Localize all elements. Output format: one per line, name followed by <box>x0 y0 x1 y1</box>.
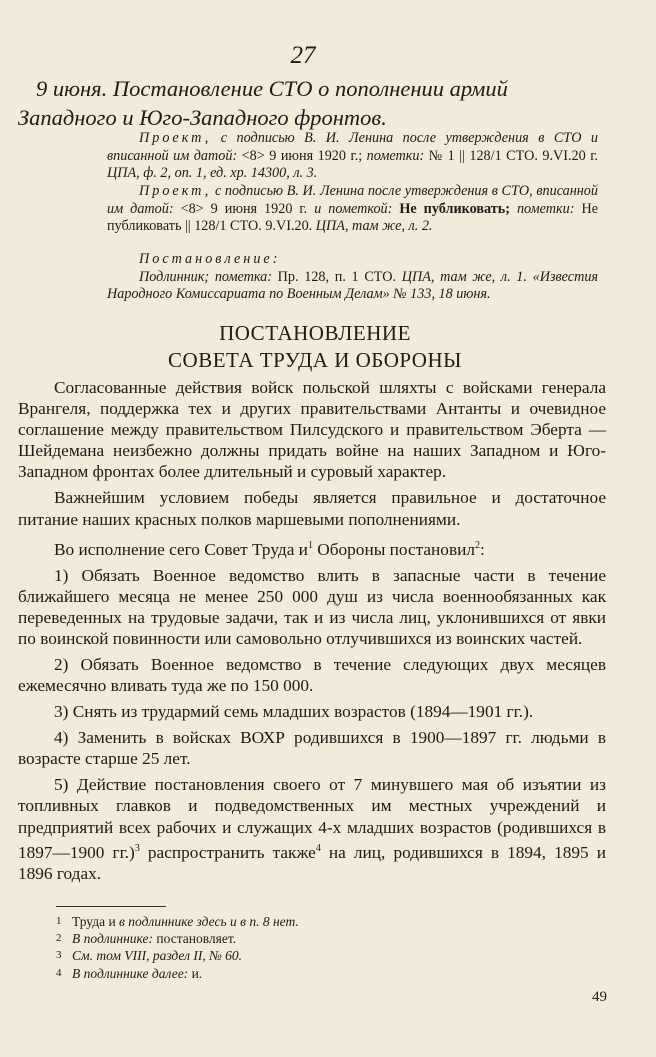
footnote-4-text-a: В подлиннике далее: <box>72 965 189 981</box>
footnote-2-number: 2 <box>56 932 62 945</box>
footnote-1-text-a: Труда и <box>72 914 120 929</box>
source-1-marks: № 1 || 128/1 СТО. 9.VI.20 г. <box>424 147 598 164</box>
footnote-1-number: 1 <box>56 915 62 927</box>
source-1-date: <8> 9 июня 1920 г.; <box>241 147 367 164</box>
title-line-2: СОВЕТА ТРУДА И ОБОРОНЫ <box>168 348 462 372</box>
footnote-ref-2: 2 <box>474 539 480 551</box>
paragraph-3 <box>18 535 606 560</box>
footnote-2-text-a: В подлиннике: <box>72 931 154 947</box>
source-note-3 <box>107 251 598 304</box>
source-1-label: Проект, <box>139 130 212 146</box>
paragraph-3-text-b: Обороны постановил <box>312 539 475 559</box>
paragraph-item-5-text-b: распространить также <box>139 842 316 862</box>
footnote-4-text-b: и. <box>188 965 203 981</box>
footnote-4-number: 4 <box>56 966 62 979</box>
footnote-ref-1: 1 <box>307 539 313 551</box>
footnote-2 <box>56 930 596 947</box>
source-2-text: с подписью В. И. Ленина после утверждения в СТО, вписанной им датой: <box>107 183 598 217</box>
footnote-ref-3: 3 <box>134 842 140 854</box>
paragraph-item-5-text-a: 5) Действие постановления своего от 7 минувшего мая об изъятии из топливных главков и подведомственных им местных учреждений и предприятий всех рабочих и служащих 4-х младших возрастов (родившихся в 1897—1900 гг.) <box>18 775 606 862</box>
source-2-archive: ЦПА, там же, л. 2. <box>315 218 433 234</box>
footnote-3-number: 3 <box>56 949 62 962</box>
paragraph-item-1: 1) Обязать Военное ведомство влить в запасные части в течение ближайшего месяца не менее 250 000 душ из числа военнообязанных как переведенных на трудовые задачи, так и из числа лиц, уклонившихся от явки по воинской повинности или самовольно отлучившихся из воинских частей. <box>18 565 606 648</box>
source-1-text: с подписью В. И. Ленина после утверждения в СТО и вписанной им датой: <box>107 130 598 164</box>
source-3-original: Пр. 128, п. 1 СТО. <box>271 268 402 285</box>
paragraph-item-5-text-c: на лиц, родившихся в 1894, 1895 и 1896 годах. <box>18 842 606 883</box>
source-3-label: Постановление: <box>139 251 281 267</box>
page-number: 49 <box>592 989 607 1005</box>
paragraph-item-3: 3) Снять из трудармий семь младших возрастов (1894—1901 гг.). <box>54 702 534 722</box>
decree-body <box>18 377 606 889</box>
source-2-marks-label: и пометкой: <box>314 200 393 217</box>
footnote-4 <box>56 965 596 982</box>
source-note-2 <box>107 183 598 236</box>
footnote-3 <box>56 947 596 964</box>
footnote-divider <box>56 906 166 907</box>
source-2-marks2-label: пометки: <box>509 200 575 217</box>
source-3-original-label: Подлинник; пометка: <box>139 268 272 285</box>
paragraph-item-5 <box>18 774 606 883</box>
footnote-2-text-b: постановляет. <box>153 931 237 947</box>
source-3-publication: «Известия Народного Комиссариата по Военным Делам» № 133, 18 июня. <box>107 268 599 302</box>
source-2-marks2: Не публиковать || 128/1 СТО. 9.VI.20. <box>107 200 599 234</box>
title-line-1: ПОСТАНОВЛЕНИЕ <box>219 321 411 345</box>
source-1-marks-label: пометки: <box>366 147 425 164</box>
decree-title <box>0 320 630 374</box>
paragraph-item-2: 2) Обязать Военное ведомство в течение следующих двух месяцев ежемесячно вливать туда же по 150 000. <box>18 654 606 695</box>
paragraph-3-text-a: Во исполнение сего Совет Труда и <box>54 539 308 559</box>
heading-line-1: 9 июня. Постановление СТО о пополнении армий <box>36 76 508 101</box>
source-note-1 <box>107 130 598 183</box>
footnote-1 <box>56 913 596 930</box>
source-2-label: Проект, <box>139 183 212 199</box>
footnote-ref-4: 4 <box>315 842 321 854</box>
footnote-1-text-b: в подлиннике здесь и в п. 8 нет. <box>119 914 299 929</box>
footnotes <box>56 913 596 982</box>
document-number: 27 <box>290 42 316 69</box>
footnote-3-text: См. том VIII, раздел II, № 60. <box>72 948 243 964</box>
paragraph-3-text-c: : <box>479 539 485 559</box>
source-2-date: <8> 9 июня 1920 г. <box>180 200 315 217</box>
paragraph-2: Важнейшим условием победы является правильное и достаточное питание наших красных полков маршевыми пополнениями. <box>18 488 606 529</box>
document-heading <box>18 74 610 132</box>
paragraph-item-4: 4) Заменить в войсках ВОХР родившихся в 1900—1897 гг. людьми в возрасте старше 25 лет. <box>18 728 606 769</box>
source-1-archive: ЦПА, ф. 2, оп. 1, ед. хр. 14300, л. 3. <box>107 165 318 181</box>
paragraph-1: Согласованные действия войск польской шляхты с войсками генерала Врангеля, поддержка тех и других правительствами Антанты и очевидное соглашение между правительством Пилсудского и правительством Эберта — Шейдемана неизбежно должны придать войне на наших Западном и Юго-Западном фронтах более длительный и суровый характер. <box>18 378 606 482</box>
source-3-archive: ЦПА, там же, л. 1. <box>401 268 527 285</box>
source-2-bold-note: Не публиковать; <box>399 200 510 217</box>
heading-line-2: Западного и Юго-Западного фронтов. <box>18 105 387 130</box>
